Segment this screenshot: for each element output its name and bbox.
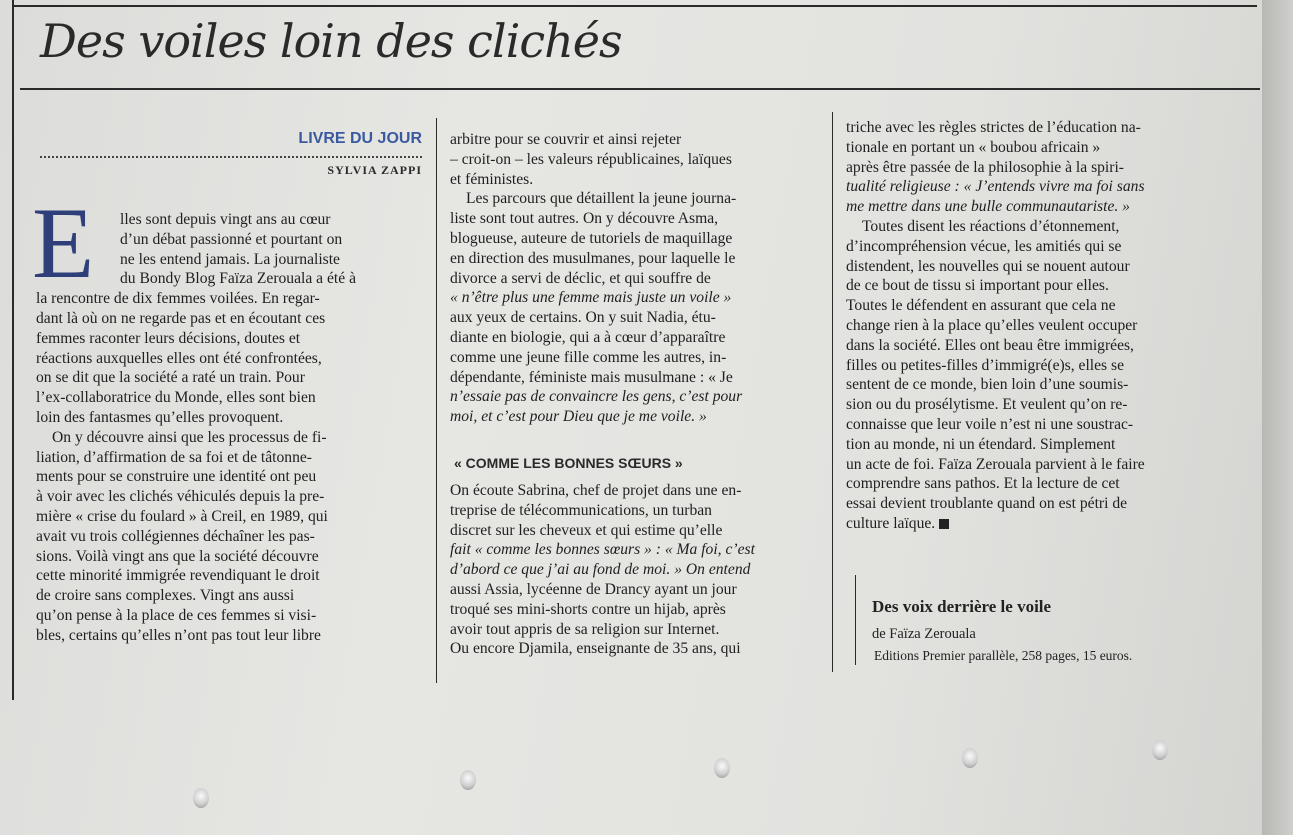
author-byline: SYLVIA ZAPPI	[327, 163, 422, 177]
column-3	[846, 118, 1226, 534]
left-margin-rule	[12, 0, 14, 700]
text-line: liste sont tout autres. On y découvre Asma,	[450, 210, 719, 228]
text-line: divorce a servi de déclic, et qui souffre de	[450, 269, 711, 287]
punch-hole-icon	[193, 788, 209, 808]
text-line: un acte de foi. Faïza Zerouala parvient à le faire	[846, 455, 1145, 473]
text-line: tualité religieuse : « J’entends vivre ma foi sans	[846, 178, 1145, 196]
headline-underline	[20, 88, 1260, 90]
text-line: femmes raconter leurs décisions, doutes et	[36, 329, 301, 347]
text-line: ments pour se construire une identité ont peu	[36, 468, 317, 486]
subheading: « COMME LES BONNES SŒURS »	[454, 455, 683, 471]
punch-hole-icon	[1152, 740, 1168, 760]
rubric-dotted-divider	[40, 156, 422, 158]
column-2-continued	[450, 481, 828, 659]
text-line: d’abord ce que j’ai au fond de moi. » On entend	[450, 561, 751, 579]
text-line: lles sont depuis vingt ans au cœur	[120, 211, 331, 228]
text-line: change rien à la place qu’elles veulent occuper	[846, 316, 1138, 334]
text-line: bles, certains qu’elles n’ont pas tout leur libre	[36, 626, 321, 644]
text-line: l’ex-collaboratrice du Monde, elles sont bien	[36, 389, 316, 407]
text-line: du Bondy Blog Faïza Zerouala a été à	[120, 270, 356, 288]
text-line: filles ou petites-filles d’immigré(e)s, elles se	[846, 356, 1125, 374]
column-1	[36, 210, 428, 646]
text-line: la rencontre de dix femmes voilées. En regar-	[36, 290, 320, 308]
text-line: liation, d’affirmation de sa foi et de tâtonne-	[36, 448, 312, 466]
text-line: Toutes disent les réactions d’étonnement,	[862, 217, 1120, 235]
text-line: ne les entend jamais. La journaliste	[120, 250, 340, 268]
text-line: Toutes le défendent en assurant que cela ne	[846, 297, 1116, 315]
text-line: On y découvre ainsi que les processus de fi-	[52, 428, 327, 446]
text-line: aux yeux de certains. On y suit Nadia, étu-	[450, 309, 716, 327]
text-line: sion ou du prosélytisme. Et veulent qu’on re-	[846, 396, 1128, 414]
text-line: après être passée de la philosophie à la spiri-	[846, 158, 1124, 176]
text-line: en direction des musulmanes, pour laquelle le	[450, 249, 736, 267]
text-line: Les parcours que détaillent la jeune journa-	[466, 190, 737, 208]
text-line: essai devient troublante quand on est pétri de	[846, 495, 1128, 513]
text-line: de croire sans complexes. Vingt ans aussi	[36, 587, 295, 605]
text-line: n’essaie pas de convaincre les gens, c’est pour	[450, 388, 743, 406]
end-of-article-icon	[939, 519, 949, 529]
section-rubric: LIVRE DU JOUR	[298, 130, 422, 147]
text-line: discret sur les cheveux et qui estime qu’elle	[450, 521, 723, 539]
text-line: moi, et c’est pour Dieu que je me voile. »	[450, 408, 707, 426]
text-line: treprise de télécommunications, un turban	[450, 501, 712, 519]
text-line: blogueuse, auteure de tutoriels de maquillage	[450, 229, 733, 247]
last-text-line	[846, 514, 1226, 534]
text-line: on se dit que la société a raté un train. Pour	[36, 369, 305, 387]
text-line: dans la société. Elles ont beau être immigrées,	[846, 336, 1134, 354]
text-line: diante en biologie, qui a à cœur d’apparaître	[450, 328, 726, 346]
text-line: avoir tout appris de sa religion sur Internet.	[450, 620, 720, 638]
text-line: me mettre dans une bulle communautariste. »	[846, 198, 1130, 216]
column-rule-2	[832, 112, 833, 672]
text-line: troqué ses mini-shorts contre un hijab, après	[450, 600, 726, 618]
text-line: – croit-on – les valeurs républicaines, laïques	[450, 150, 732, 168]
text-line: à voir avec les clichés véhiculés depuis la pre-	[36, 488, 325, 506]
text-line: comprendre sans pathos. Et la lecture de cet	[846, 475, 1120, 493]
text-line: Ou encore Djamila, enseignante de 35 ans, qui	[450, 640, 741, 658]
text-line: qu’on pense à la place de ces femmes si visi-	[36, 606, 317, 624]
text-line: cette minorité immigrée revendiquant le droit	[36, 567, 320, 585]
text-line: arbitre pour se couvrir et ainsi rejeter	[450, 131, 682, 148]
text-line: distendent, les nouvelles qui se nouent autour	[846, 257, 1130, 275]
column-rule-1	[436, 118, 437, 683]
text-line: triche avec les règles strictes de l’éducation na-	[846, 119, 1141, 136]
text-line-end: culture laïque.	[846, 514, 936, 532]
headline: Des voiles loin des clichés	[40, 14, 622, 68]
text-line: sions. Voilà vingt ans que la société découvre	[36, 547, 319, 565]
text-line: avait vu trois collégiennes déchaîner les pas-	[36, 527, 315, 545]
column-2	[450, 130, 828, 427]
sidebar-rule	[855, 575, 856, 665]
text-line: et féministes.	[450, 170, 534, 188]
text-line: connaisse que leur voile n’est ni une soustrac-	[846, 415, 1134, 433]
drop-cap: E	[32, 187, 95, 300]
text-line: tion au monde, ni un étendard. Simplement	[846, 435, 1116, 453]
text-line: fait « comme les bonnes sœurs » : « Ma foi, c’est	[450, 541, 755, 559]
text-line: dant là où on ne regarde pas et en écoutant ces	[36, 309, 326, 327]
punch-hole-icon	[962, 748, 978, 768]
text-line: aussi Assia, lycéenne de Drancy ayant un jour	[450, 580, 737, 598]
text-line: d’un débat passionné et pourtant on	[120, 230, 343, 248]
text-line: réactions auxquelles elles ont été confrontées,	[36, 349, 322, 367]
text-line: « n’être plus une femme mais juste un voile »	[450, 289, 732, 307]
text-line: mière « crise du foulard » à Creil, en 1989, qui	[36, 507, 328, 525]
text-line: d’incompréhension vécue, les amitiés qui se	[846, 237, 1122, 255]
book-publisher: Editions Premier parallèle, 258 pages, 15 euros.	[874, 648, 1133, 663]
background-strip	[1262, 0, 1293, 835]
punch-hole-icon	[714, 758, 730, 778]
text-line: de ce bout de tissu si important pour elles.	[846, 277, 1109, 295]
book-title: Des voix derrière le voile	[872, 597, 1052, 616]
text-line: tionale en portant un « boubou africain »	[846, 138, 1101, 156]
book-author: de Faïza Zerouala	[872, 626, 976, 642]
text-line: On écoute Sabrina, chef de projet dans une en-	[450, 482, 742, 499]
text-line: loin des fantasmes qu’elles provoquent.	[36, 408, 284, 426]
top-rule	[12, 5, 1257, 7]
text-line: sentent de ce monde, bien loin d’une soumis-	[846, 376, 1129, 394]
text-line: comme une jeune fille comme les autres, in-	[450, 348, 727, 366]
text-line: dépendante, féministe mais musulmane : « Je	[450, 368, 733, 386]
punch-hole-icon	[460, 770, 476, 790]
